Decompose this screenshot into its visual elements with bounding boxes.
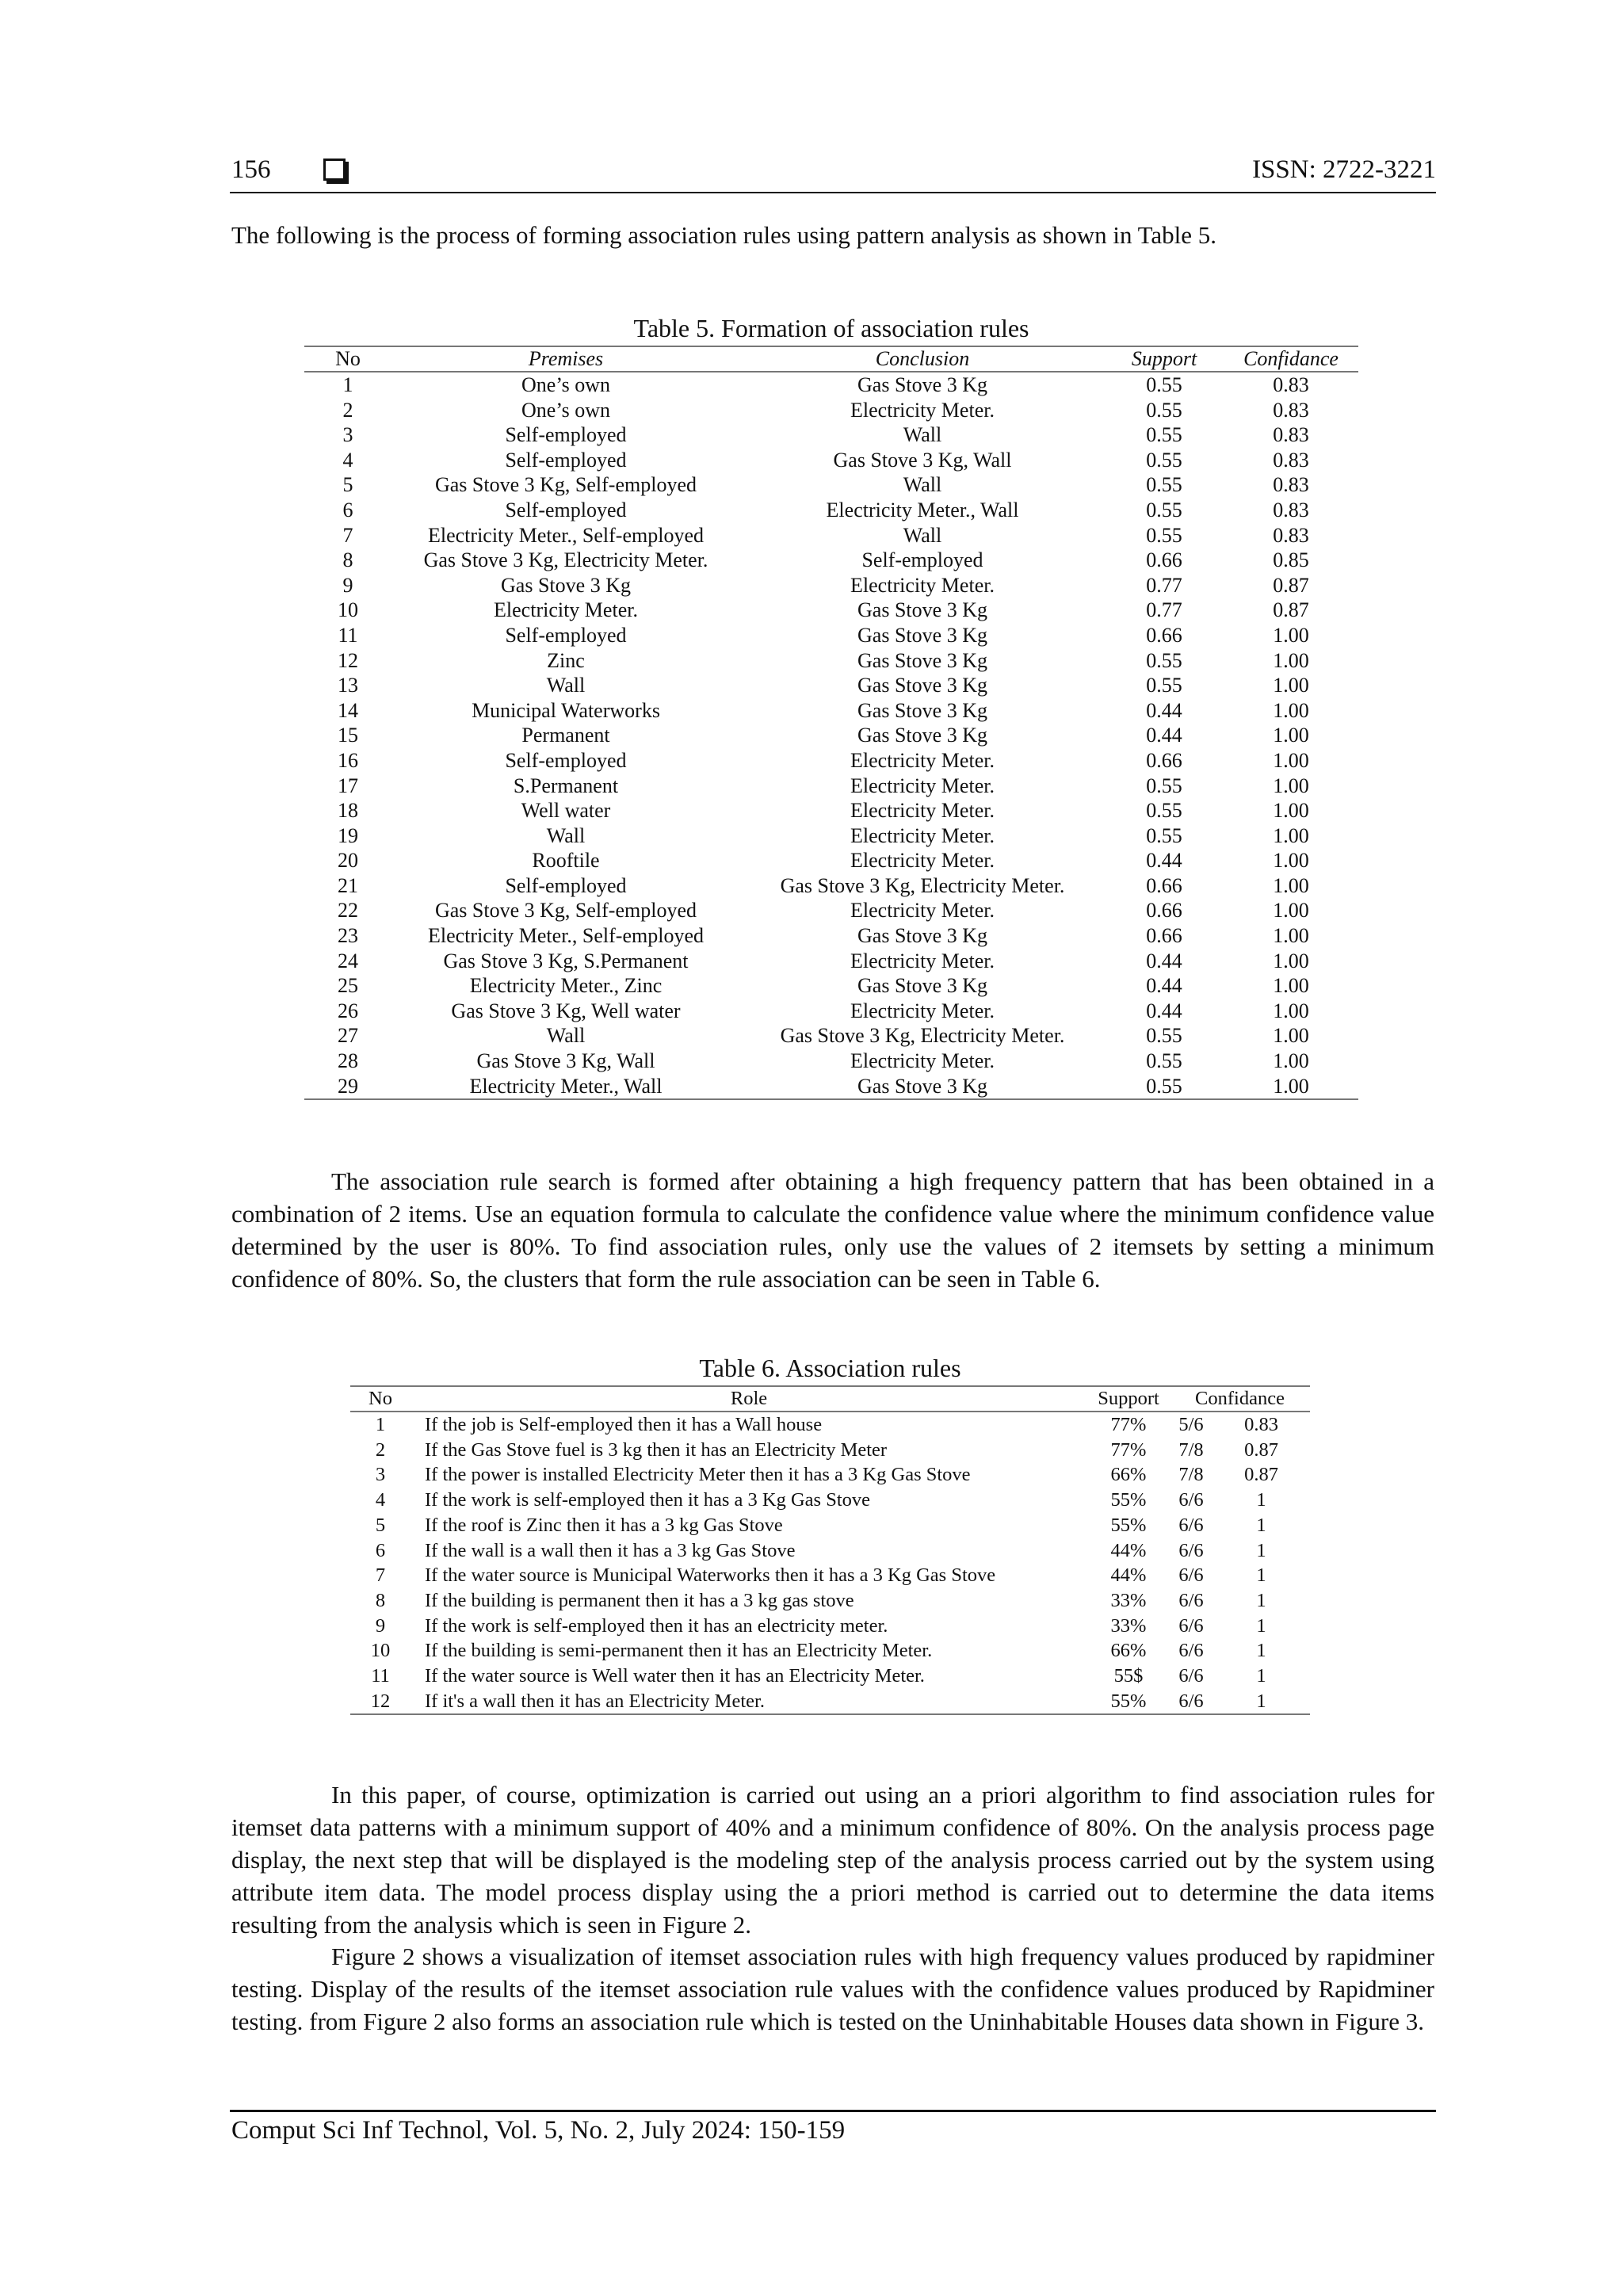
table-row <box>304 999 1358 1024</box>
table5-cell: 18 <box>338 799 358 823</box>
table5-cell: Electricity Meter. <box>850 949 995 972</box>
table6-cell: If the building is permanent then it has a 3 kg gas stove <box>425 1589 854 1611</box>
paragraph-association-search-text: The association rule search is formed after obtaining a high frequency pattern that has been obtained in a combination of 2 items. Use an equation formula to calculate the confidence value where the minimum confidence value determined by the user is 80%. To find association rules, only use the values of 2 itemsets by setting a minimum confidence of 80%. So, the clusters that form the rule association can be seen in Table 6. <box>231 1167 1434 1293</box>
table5-cell: Electricity Meter. <box>850 899 995 923</box>
table5-cell: Electricity Meter., Wall <box>826 498 1019 521</box>
table5-header-row <box>304 346 1358 372</box>
table5-cell: 17 <box>338 774 358 797</box>
paragraph-association-search <box>231 1165 1434 1295</box>
table5-cell: 0.83 <box>1273 373 1309 396</box>
table-row <box>304 973 1358 999</box>
table6-cell: 1 <box>1256 1564 1266 1587</box>
table-row <box>350 1588 1310 1614</box>
table-row <box>304 523 1358 548</box>
table5-cell: Gas Stove 3 Kg, Electricity Meter. <box>423 548 708 572</box>
table-row <box>350 1412 1310 1438</box>
table-row <box>304 1049 1358 1074</box>
table5-cell: 0.44 <box>1146 974 1182 998</box>
table-row <box>304 548 1358 573</box>
table5-cell: Self-employed <box>505 448 627 472</box>
table5-cell: 28 <box>338 1049 358 1073</box>
table-row <box>304 598 1358 623</box>
table6-header-cell: Confidance <box>1170 1386 1310 1412</box>
table5-cell: 6 <box>342 498 353 521</box>
table6-cell: 66% <box>1110 1640 1147 1662</box>
table5-cell: 0.55 <box>1146 423 1182 447</box>
table5-cell: Self-employed <box>505 623 627 647</box>
table6-cell: If the building is semi-permanent then it has an Electricity Meter. <box>425 1640 933 1662</box>
table6-cell: 1 <box>1256 1640 1266 1662</box>
table6-cell: 44% <box>1110 1539 1147 1561</box>
paragraph-figure2-text: Figure 2 shows a visualization of itemset association rules with high frequency values produced by rapidminer testing. Display of the results of the itemset association rule values with the confidence values produced by Rapidminer testing. from Figure 2 also forms an association rule which is tested on the Uninhabitable Houses data shown in Figure 3. <box>231 1943 1434 2035</box>
table-row <box>304 673 1358 698</box>
table-row <box>350 1462 1310 1488</box>
table5-cell: Electricity Meter. <box>850 774 995 797</box>
table-row <box>304 1074 1358 1100</box>
table6-cell: 2 <box>375 1438 386 1461</box>
table5-cell: Self-employed <box>861 548 983 572</box>
table5-cell: 25 <box>338 974 358 998</box>
table5-cell: Electricity Meter., Wall <box>391 1074 740 1100</box>
table6-cell: 6 <box>375 1539 386 1561</box>
table5-cell: 4 <box>342 448 353 472</box>
table6-cell: 33% <box>1110 1614 1147 1637</box>
table6-cell: If the work is self-employed then it has a 3 Kg Gas Stove <box>425 1489 871 1511</box>
table5-cell: 0.55 <box>1146 1024 1182 1048</box>
table5-cell: 0.44 <box>1146 724 1182 747</box>
table5-cell: 15 <box>338 724 358 747</box>
table5-cell: 0.44 <box>1146 999 1182 1022</box>
table-row <box>304 848 1358 873</box>
table5-cell: Electricity Meter. <box>850 398 995 422</box>
table5-cell: 0.55 <box>1146 823 1182 847</box>
table5-cell: Gas Stove 3 Kg <box>857 974 987 998</box>
table6-cell: 1 <box>1256 1589 1266 1611</box>
table5-cell: 0.55 <box>1146 523 1182 547</box>
table-row <box>304 648 1358 674</box>
table6 <box>350 1385 1310 1715</box>
table6-cell: If the water source is Well water then it has an Electricity Meter. <box>425 1665 925 1687</box>
intro-paragraph: The following is the process of forming association rules using pattern analysis as shown in Table 5. <box>231 221 1217 249</box>
table5-cell: Wall <box>546 823 586 847</box>
table-row <box>350 1438 1310 1463</box>
table5-cell: Gas Stove 3 Kg, S.Permanent <box>443 949 689 972</box>
table5-caption: Table 5. Formation of association rules <box>633 314 1029 342</box>
table6-header-cell: Role <box>411 1386 1087 1412</box>
table5-cell: 1.00 <box>1273 999 1309 1022</box>
table5-cell: Electricity Meter. <box>850 1049 995 1073</box>
table5-cell: 24 <box>338 949 358 972</box>
table5-cell: Gas Stove 3 Kg <box>857 598 987 622</box>
table5-cell: 14 <box>338 698 358 722</box>
table6-cell: If the power is installed Electricity Meter then it has a 3 Kg Gas Stove <box>425 1464 971 1486</box>
paragraph-figure2 <box>231 1940 1434 2038</box>
table5-cell: Gas Stove 3 Kg, Electricity Meter. <box>780 1024 1065 1048</box>
table5-cell: Electricity Meter., Zinc <box>469 974 663 998</box>
table-row <box>350 1513 1310 1538</box>
table6-cell: 0.87 <box>1244 1464 1278 1486</box>
paragraph-apriori <box>231 1778 1434 1941</box>
table5-cell: 27 <box>338 1024 358 1048</box>
table5-cell: 1.00 <box>1273 674 1309 697</box>
table6-cell: 1 <box>375 1414 386 1435</box>
table5-cell: 0.55 <box>1146 648 1182 672</box>
table5-cell: Electricity Meter. <box>850 799 995 823</box>
table6-cell: 5/6 <box>1178 1414 1204 1435</box>
table-row <box>304 573 1358 598</box>
table-row <box>304 798 1358 823</box>
table5-cell: Gas Stove 3 Kg, Self-employed <box>434 899 697 923</box>
table-row <box>304 898 1358 923</box>
table5-cell: Wall <box>546 1024 586 1048</box>
table5-cell: 1.00 <box>1273 949 1309 972</box>
table5-cell: 9 <box>342 573 353 597</box>
table6-cell: 1 <box>1256 1489 1266 1511</box>
table5-cell: 2 <box>342 398 353 422</box>
table5-cell: Electricity Meter. <box>850 748 995 772</box>
header-rule <box>230 192 1436 193</box>
table6-caption: Table 6. Association rules <box>699 1354 961 1382</box>
table5-cell: One’s own <box>521 398 610 422</box>
table5-cell: Well water <box>521 799 611 823</box>
table5-cell: 1.00 <box>1273 774 1309 797</box>
table6-cell: If the wall is a wall then it has a 3 kg Gas Stove <box>425 1539 796 1561</box>
table-row <box>304 1023 1358 1049</box>
table5-cell: 0.66 <box>1146 748 1182 772</box>
table6-cell: If the water source is Municipal Waterworks then it has a 3 Kg Gas Stove <box>425 1564 996 1587</box>
table5-cell: Self-employed <box>505 498 627 521</box>
table5-cell: Wall <box>903 423 942 447</box>
table6-cell: 7/8 <box>1178 1438 1204 1461</box>
table5-cell: 0.83 <box>1273 473 1309 497</box>
table5-cell: 7 <box>342 523 353 547</box>
table5-cell: 11 <box>338 623 358 647</box>
table5-cell: 1.00 <box>1273 748 1309 772</box>
table6-cell: 6/6 <box>1178 1489 1204 1511</box>
table5-cell: 23 <box>338 924 358 948</box>
table6-cell: 1 <box>1256 1665 1266 1687</box>
table6-cell: If the job is Self-employed then it has a Wall house <box>425 1414 823 1435</box>
table5-cell: Electricity Meter. <box>850 849 995 873</box>
table5-cell: Gas Stove 3 Kg <box>857 674 987 697</box>
table5-cell: Permanent <box>521 724 610 747</box>
table-row <box>304 623 1358 648</box>
paragraph-apriori-text: In this paper, of course, optimization is carried out using an a priori algorithm to find association rules for itemset data patterns with a minimum support of 40% and a minimum confidence of 80%. On the analysis process page display, the next step that will be displayed is the modeling step of the analysis process carried out by the system using attribute item data. The model process display using the a priori method is carried out to determine the data items resulting from the analysis which is seen in Figure 2. <box>231 1781 1434 1939</box>
table6-cell: 44% <box>1110 1564 1147 1587</box>
table6-cell: 11 <box>371 1665 390 1687</box>
table5-cell: 0.77 <box>1146 573 1182 597</box>
table5-cell: 0.44 <box>1146 949 1182 972</box>
table6-cell: 10 <box>370 1640 391 1662</box>
table6-cell: 6/6 <box>1178 1514 1204 1536</box>
table-row <box>304 748 1358 774</box>
table-row <box>350 1614 1310 1639</box>
table5-header-cell: Premises <box>391 346 740 372</box>
table6-cell: 6/6 <box>1178 1614 1204 1637</box>
table5-cell: 0.85 <box>1273 548 1309 572</box>
table6-cell: If the Gas Stove fuel is 3 kg then it has an Electricity Meter <box>425 1438 888 1461</box>
table-row <box>304 498 1358 523</box>
table5-cell: 1.00 <box>1273 1024 1309 1048</box>
table6-cell: 55% <box>1087 1689 1170 1715</box>
table5-cell: 0.66 <box>1146 548 1182 572</box>
table5-cell: 1.00 <box>1273 648 1309 672</box>
table5-cell: Gas Stove 3 Kg <box>857 924 987 948</box>
table5-cell: Wall <box>903 523 942 547</box>
table5-cell: Gas Stove 3 Kg <box>857 648 987 672</box>
table5-cell: 0.83 <box>1273 448 1309 472</box>
table5-cell: Gas Stove 3 Kg <box>857 698 987 722</box>
table5-cell: 0.55 <box>1146 473 1182 497</box>
table-row <box>304 723 1358 748</box>
table5-cell: Gas Stove 3 Kg, Well water <box>451 999 681 1022</box>
table5-cell: 13 <box>338 674 358 697</box>
table5-cell: Gas Stove 3 Kg <box>857 373 987 396</box>
table5-header-cell: Support <box>1105 346 1224 372</box>
table5-cell: 26 <box>338 999 358 1022</box>
table5-cell: Gas Stove 3 Kg, Self-employed <box>434 473 697 497</box>
table5-cell: Electricity Meter. <box>850 999 995 1022</box>
table-row <box>304 448 1358 473</box>
table5-cell: Gas Stove 3 Kg <box>857 623 987 647</box>
table5-cell: Rooftile <box>532 849 600 873</box>
table6-cell: 6/6 <box>1170 1689 1212 1715</box>
table5-cell: Gas Stove 3 Kg <box>740 1074 1105 1100</box>
table5-cell: Electricity Meter., Self-employed <box>428 924 704 948</box>
table5-cell: Wall <box>903 473 942 497</box>
table-row <box>304 398 1358 423</box>
table-row <box>304 372 1358 398</box>
table6-cell: 6/6 <box>1178 1589 1204 1611</box>
table6-cell: 6/6 <box>1178 1539 1204 1561</box>
page-number: 156 <box>231 155 271 184</box>
table-row <box>304 472 1358 498</box>
table5-header-cell: No <box>304 346 391 372</box>
table5-cell: 0.55 <box>1146 448 1182 472</box>
table5-cell: Gas Stove 3 Kg <box>857 724 987 747</box>
table5-cell: 0.83 <box>1273 523 1309 547</box>
table5-cell: Zinc <box>547 648 585 672</box>
table5-cell: 0.55 <box>1146 498 1182 521</box>
table6-cell: 1 <box>1212 1689 1310 1715</box>
table5-cell: 0.44 <box>1146 698 1182 722</box>
table-row <box>350 1488 1310 1513</box>
table5-cell: 1.00 <box>1273 799 1309 823</box>
table5-cell: 0.55 <box>1146 398 1182 422</box>
table6-cell: 1 <box>1256 1514 1266 1536</box>
table5-cell: 1.00 <box>1273 724 1309 747</box>
table5-cell: 0.55 <box>1146 774 1182 797</box>
table5-cell: 0.55 <box>1146 373 1182 396</box>
table5-cell: Municipal Waterworks <box>472 698 660 722</box>
table5-cell: 0.83 <box>1273 423 1309 447</box>
table-row <box>350 1638 1310 1664</box>
table5-cell: Wall <box>546 674 586 697</box>
table6-cell: 8 <box>375 1589 386 1611</box>
table6-cell: 9 <box>375 1614 386 1637</box>
table5-cell: 1.00 <box>1273 974 1309 998</box>
table-row <box>350 1664 1310 1689</box>
table5-cell: Gas Stove 3 Kg <box>501 573 631 597</box>
table6-cell: 0.87 <box>1244 1438 1278 1461</box>
table5-cell: 0.55 <box>1146 674 1182 697</box>
table5-cell: Self-employed <box>505 423 627 447</box>
footer-rule <box>230 2110 1436 2112</box>
table-row <box>304 949 1358 974</box>
table5-cell: 1.00 <box>1273 873 1309 897</box>
table5-cell: 29 <box>304 1074 391 1100</box>
table5-cell: 1.00 <box>1273 924 1309 948</box>
table6-cell: 33% <box>1110 1589 1147 1611</box>
table6-cell: 55% <box>1110 1489 1147 1511</box>
table5-cell: 0.66 <box>1146 623 1182 647</box>
table5-cell: 0.87 <box>1273 598 1309 622</box>
table6-cell: 1 <box>1256 1614 1266 1637</box>
table6-cell: If the roof is Zinc then it has a 3 kg Gas Stove <box>425 1514 783 1536</box>
table-row <box>304 923 1358 949</box>
table5-cell: 0.66 <box>1146 899 1182 923</box>
table6-cell: 77% <box>1110 1438 1147 1461</box>
table5-cell: 1.00 <box>1273 623 1309 647</box>
table6-cell: 66% <box>1110 1464 1147 1486</box>
table6-cell: 7 <box>375 1564 386 1587</box>
table5-cell: 0.55 <box>1146 799 1182 823</box>
table6-cell: 55$ <box>1113 1665 1144 1687</box>
table6-header-row <box>350 1386 1310 1412</box>
issn: ISSN: 2722-3221 <box>1252 155 1436 184</box>
table5-cell: 5 <box>342 473 353 497</box>
table6-cell: 77% <box>1110 1414 1147 1435</box>
table5-cell: 16 <box>338 748 358 772</box>
table5-cell: Electricity Meter. <box>850 573 995 597</box>
table5-cell: 1.00 <box>1224 1074 1358 1100</box>
table5-header-cell: Confidance <box>1224 346 1358 372</box>
table5-cell: Self-employed <box>505 748 627 772</box>
table6-cell: 1 <box>1256 1539 1266 1561</box>
table6-cell: 6/6 <box>1178 1665 1204 1687</box>
table5-cell: 19 <box>338 823 358 847</box>
table5-cell: 0.83 <box>1273 398 1309 422</box>
table5-cell: Gas Stove 3 Kg, Wall <box>833 448 1012 472</box>
table6-cell: If the work is self-employed then it has an electricity meter. <box>425 1614 888 1637</box>
table6-cell: If it's a wall then it has an Electricity Meter. <box>411 1689 1087 1715</box>
table5-cell: S.Permanent <box>513 774 619 797</box>
table-row <box>304 873 1358 899</box>
footer-citation: Comput Sci Inf Technol, Vol. 5, No. 2, July 2024: 150-159 <box>231 2116 846 2145</box>
table6-cell: 0.83 <box>1244 1414 1278 1435</box>
table5-cell: 1.00 <box>1273 823 1309 847</box>
table-row <box>304 823 1358 849</box>
table5-cell: 1.00 <box>1273 698 1309 722</box>
table5-cell: 0.87 <box>1273 573 1309 597</box>
table5-cell: 8 <box>342 548 353 572</box>
table5-cell: 0.77 <box>1146 598 1182 622</box>
table-row <box>304 698 1358 724</box>
table-row <box>350 1563 1310 1588</box>
table5-cell: 12 <box>338 648 358 672</box>
table6-cell: 12 <box>350 1689 411 1715</box>
table6-cell: 5 <box>375 1514 386 1536</box>
table-row <box>304 422 1358 448</box>
square-bullet-icon <box>323 159 346 181</box>
table5-cell: Self-employed <box>505 873 627 897</box>
table6-cell: 6/6 <box>1178 1640 1204 1662</box>
table6-header-cell: No <box>350 1386 411 1412</box>
table5-cell: 0.55 <box>1105 1074 1224 1100</box>
table5-cell: Electricity Meter., Self-employed <box>428 523 704 547</box>
table-row <box>350 1538 1310 1564</box>
table5-cell: Gas Stove 3 Kg, Wall <box>476 1049 655 1073</box>
table5-cell: Electricity Meter. <box>850 823 995 847</box>
table5-header-cell: Conclusion <box>740 346 1105 372</box>
table5-cell: 21 <box>338 873 358 897</box>
table6-cell: 4 <box>375 1489 386 1511</box>
table5-cell: 0.66 <box>1146 873 1182 897</box>
table5-cell: 22 <box>338 899 358 923</box>
table5-cell: 0.44 <box>1146 849 1182 873</box>
table5-cell: 3 <box>342 423 353 447</box>
table5-cell: 10 <box>338 598 358 622</box>
table5-cell: 20 <box>338 849 358 873</box>
table6-header-cell: Support <box>1087 1386 1170 1412</box>
table5-cell: One’s own <box>521 373 610 396</box>
table6-cell: 55% <box>1110 1514 1147 1536</box>
table5-cell: 0.66 <box>1146 924 1182 948</box>
table6-cell: 3 <box>375 1464 386 1486</box>
table5-cell: 1 <box>342 373 353 396</box>
table5-cell: Electricity Meter. <box>494 598 638 622</box>
table6-cell: 6/6 <box>1178 1564 1204 1587</box>
table5-cell: 0.55 <box>1146 1049 1182 1073</box>
table6-cell: 7/8 <box>1178 1464 1204 1486</box>
table5 <box>304 346 1358 1100</box>
table-row <box>350 1689 1310 1715</box>
table5-cell: 1.00 <box>1273 899 1309 923</box>
table5-cell: 1.00 <box>1273 849 1309 873</box>
table-row <box>304 774 1358 799</box>
table5-cell: 1.00 <box>1273 1049 1309 1073</box>
table5-cell: 0.83 <box>1273 498 1309 521</box>
table5-cell: Gas Stove 3 Kg, Electricity Meter. <box>780 873 1065 897</box>
